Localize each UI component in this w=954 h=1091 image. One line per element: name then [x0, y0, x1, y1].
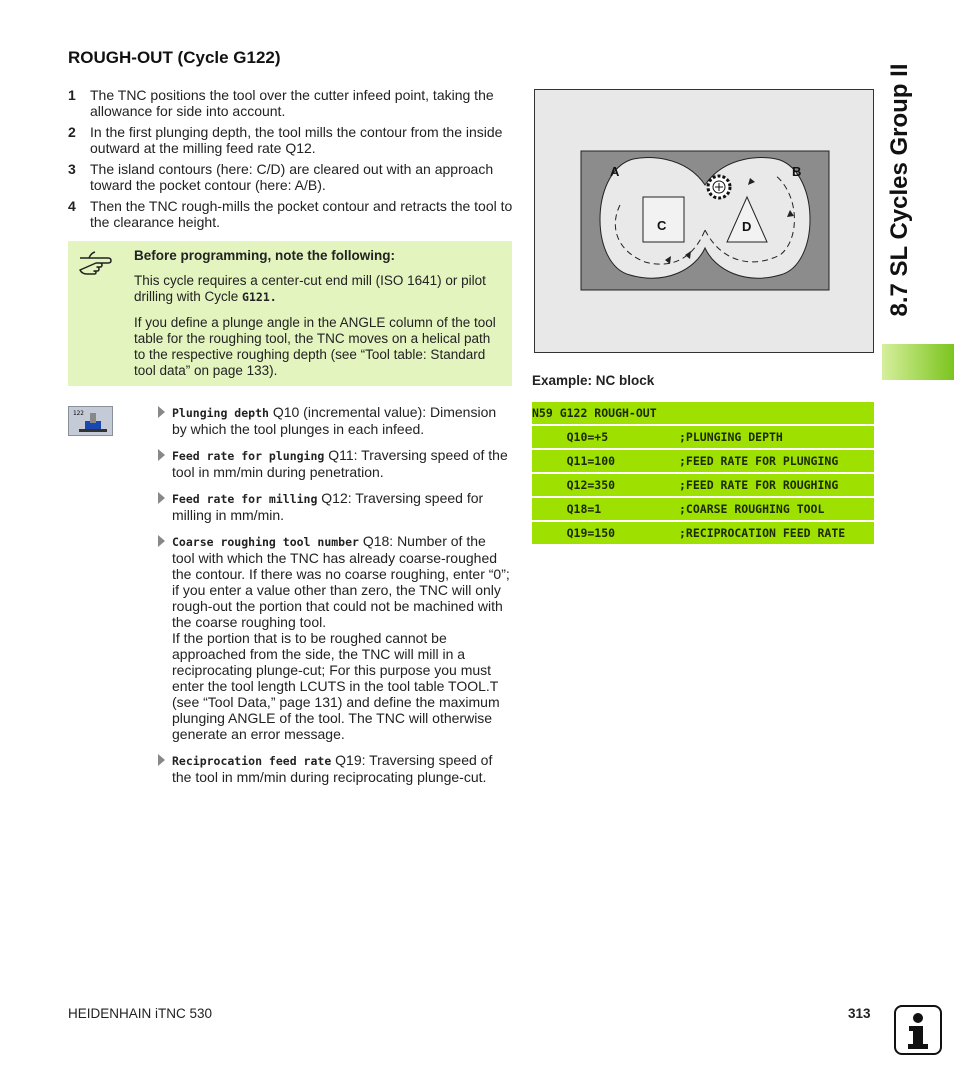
cycle-code: G121. — [242, 290, 277, 304]
step-number: 4 — [68, 198, 76, 214]
note-heading: Before programming, note the following: — [134, 248, 395, 263]
nc-comment: ;COARSE ROUGHING TOOL — [679, 502, 825, 516]
label-a: A — [610, 164, 620, 179]
step-text: In the first plunging depth, the tool mills the contour from the inside outward at the milling feed rate Q12. — [90, 124, 503, 156]
param-text: Q11: Traversing speed of the tool in mm/min during penetration. — [172, 447, 508, 480]
param-name: Feed rate for milling — [172, 492, 318, 506]
nc-block-line — [532, 474, 874, 496]
note-text: This cycle requires a center-cut end mill (ISO 1641) or pilot drilling with Cycle — [134, 273, 486, 304]
triangle-bullet-icon — [158, 754, 165, 766]
parameter-list — [158, 404, 510, 795]
softkey-label: 122 — [73, 410, 84, 417]
nc-code: N59 G122 ROUGH-OUT — [532, 406, 657, 420]
step-item — [68, 87, 513, 119]
param-name: Coarse roughing tool number — [172, 535, 359, 549]
param-coarse-tool — [158, 533, 510, 742]
nc-comment: ;PLUNGING DEPTH — [679, 430, 783, 444]
nc-block-line — [532, 522, 874, 544]
step-item — [68, 124, 513, 156]
page-number: 313 — [848, 1006, 871, 1021]
step-item — [68, 198, 513, 230]
nc-block-line — [532, 402, 874, 424]
footer-product: HEIDENHAIN iTNC 530 — [68, 1006, 213, 1021]
label-c: C — [657, 218, 667, 233]
param-feed-milling — [158, 490, 510, 523]
page-title: ROUGH-OUT (Cycle G122) — [68, 48, 281, 67]
nc-comment: ;RECIPROCATION FEED RATE — [679, 526, 846, 540]
param-reciprocation-feed — [158, 752, 510, 785]
step-number: 3 — [68, 161, 76, 177]
nc-block-line — [532, 426, 874, 448]
step-text: The TNC positions the tool over the cutter infeed point, taking the allowance for side into account. — [90, 87, 494, 119]
note-paragraph-2: If you define a plunge angle in the ANGLE column of the tool table for the roughing tool, the TNC moves on a helical path to the respective roughing depth (see “Tool table: Standard tool data” on page 133). — [134, 315, 496, 378]
label-d: D — [742, 219, 752, 234]
param-text: Q19: Traversing speed of the tool in mm/min during reciprocating plunge-cut. — [172, 752, 493, 785]
nc-comment: ;FEED RATE FOR ROUGHING — [679, 478, 839, 492]
step-text: Then the TNC rough-mills the pocket contour and retracts the tool to the clearance height. — [90, 198, 513, 230]
param-text: Q18: Number of the tool with which the TNC has already coarse-roughed the contour. If there was no coarse roughing, enter “0”; if you enter a value other than zero, the TNC will only rough-out the portion that could not be machined with the coarse roughing tool. — [172, 533, 510, 630]
triangle-bullet-icon — [158, 492, 165, 504]
step-list — [68, 87, 513, 235]
nc-code: Q19=150 — [532, 526, 616, 540]
note-paragraph-1 — [134, 273, 504, 305]
step-text: The island contours (here: C/D) are cleared out with an approach toward the pocket contour (here: A/B). — [90, 161, 494, 193]
param-name: Plunging depth — [172, 406, 269, 420]
nc-code: Q12=350 — [532, 478, 616, 492]
note-box — [68, 241, 512, 386]
nc-block-line — [532, 450, 874, 472]
example-label: Example: NC block — [532, 373, 655, 388]
nc-block-line — [532, 498, 874, 520]
triangle-bullet-icon — [158, 535, 165, 547]
param-name: Reciprocation feed rate — [172, 754, 332, 768]
pointing-hand-icon — [78, 249, 114, 280]
param-plunging-depth — [158, 404, 510, 437]
triangle-bullet-icon — [158, 449, 165, 461]
nc-code: Q18=1 — [532, 502, 602, 516]
step-number: 1 — [68, 87, 76, 103]
section-tab — [882, 344, 954, 380]
cycle-122-softkey-icon — [68, 406, 113, 436]
param-feed-plunging — [158, 447, 510, 480]
section-title-text: 8.7 SL Cycles Group II — [886, 63, 913, 317]
triangle-bullet-icon — [158, 406, 165, 418]
step-item — [68, 161, 513, 193]
info-icon — [894, 1005, 942, 1055]
label-b: B — [792, 164, 802, 179]
param-name: Feed rate for plunging — [172, 449, 325, 463]
milling-cutter-icon — [708, 176, 730, 198]
rough-out-figure — [534, 89, 874, 353]
nc-code: Q11=100 — [532, 454, 616, 468]
param-extra-text: If the portion that is to be roughed cannot be approached from the side, the TNC will mill in a reciprocating plunge-cut; For this purpose you must enter the tool length LCUTS in the tool table TOOL.T (see “Tool Data,” page 131) and define the maximum plunging ANGLE of the tool. The TNC will otherwise generate an error message. — [172, 630, 500, 742]
section-side-title — [880, 40, 920, 340]
nc-code: Q10=+5 — [532, 430, 609, 444]
nc-comment: ;FEED RATE FOR PLUNGING — [679, 454, 839, 468]
param-text: Q10 (incremental value): Dimension by which the tool plunges in each infeed. — [172, 404, 497, 437]
param-text: Q12: Traversing speed for milling in mm/min. — [172, 490, 484, 523]
step-number: 2 — [68, 124, 76, 140]
